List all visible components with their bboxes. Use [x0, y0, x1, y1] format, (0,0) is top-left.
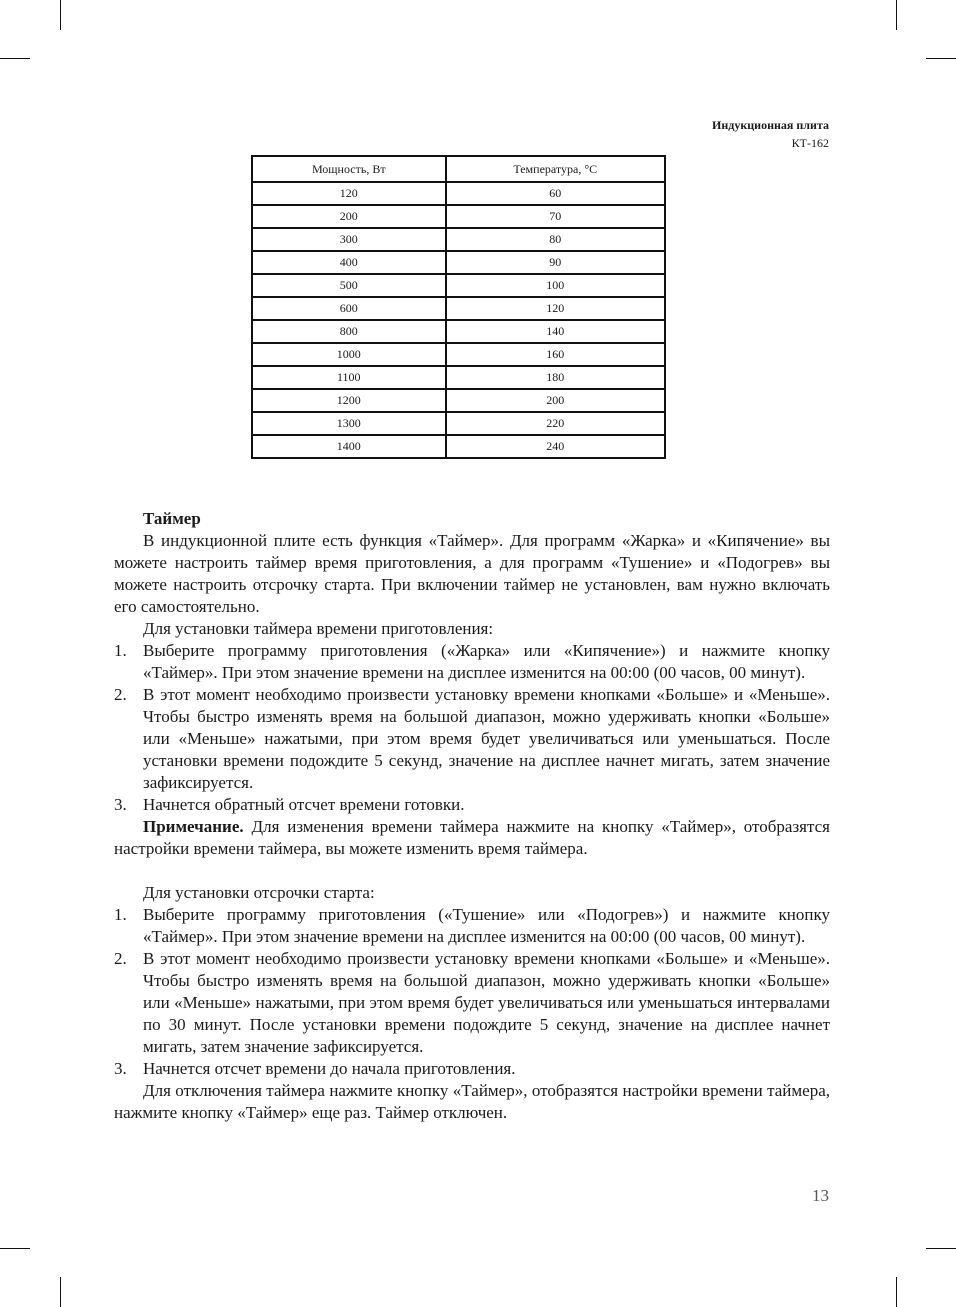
- temperature-cell: 220: [446, 412, 666, 435]
- list-item: [114, 1058, 830, 1080]
- crop-mark: [0, 58, 30, 59]
- timer-section: [114, 508, 830, 1124]
- list-item: [114, 684, 830, 794]
- step-number: 2.: [114, 949, 127, 968]
- delay-start-steps: [114, 904, 830, 1080]
- list-item: [114, 948, 830, 1058]
- note-text: Для изменения времени таймера нажмите на кнопку «Таймер», отобразятся настройки времени таймера, вы можете изменить время таймера.: [114, 817, 830, 858]
- crop-mark: [926, 58, 956, 59]
- table-body: [252, 182, 665, 458]
- power-cell: 1300: [252, 412, 446, 435]
- power-cell: 200: [252, 205, 446, 228]
- table-row: [252, 343, 665, 366]
- page-number: 13: [812, 1186, 829, 1205]
- temperature-cell: 60: [446, 182, 666, 205]
- temperature-cell: 90: [446, 251, 666, 274]
- disable-timer-paragraph: Для отключения таймера нажмите кнопку «Таймер», отобразятся настройки времени таймера, нажмите кнопку «Таймер» еще раз. Таймер отключен.: [114, 1081, 830, 1122]
- table-row: [252, 251, 665, 274]
- step-text: Начнется обратный отсчет времени готовки.: [143, 795, 465, 814]
- power-cell: 1200: [252, 389, 446, 412]
- step-number: 1.: [114, 905, 127, 924]
- power-cell: 1000: [252, 343, 446, 366]
- step-text: Начнется отсчет времени до начала приготовления.: [143, 1059, 516, 1078]
- power-cell: 120: [252, 182, 446, 205]
- temperature-cell: 120: [446, 297, 666, 320]
- table-row: [252, 320, 665, 343]
- list-item: [114, 640, 830, 684]
- temperature-cell: 140: [446, 320, 666, 343]
- step-text: В этот момент необходимо произвести установку времени кнопками «Больше» и «Меньше». Чтобы быстро изменять время на большой диапазон, можно удерживать кнопки «Больше» или «Меньше» нажатыми, при этом время будет увеличиваться или уменьшаться интервалами по 30 минут. После установки времени подождите 5 секунд, значение на дисплее начнет мигать, затем значение зафиксируется.: [143, 949, 830, 1056]
- temperature-cell: 160: [446, 343, 666, 366]
- cook-timer-heading: Для установки таймера времени приготовления:: [143, 619, 494, 638]
- table-header-row: [252, 156, 665, 182]
- table-row: [252, 435, 665, 458]
- power-cell: 800: [252, 320, 446, 343]
- note-label: Примечание.: [143, 817, 244, 836]
- temperature-cell: 180: [446, 366, 666, 389]
- product-title: Индукционная плита: [712, 118, 829, 132]
- temperature-cell: 70: [446, 205, 666, 228]
- table-row: [252, 205, 665, 228]
- list-item: [114, 904, 830, 948]
- table-row: [252, 182, 665, 205]
- delay-start-heading: Для установки отсрочки старта:: [143, 883, 375, 902]
- step-number: 1.: [114, 641, 127, 660]
- page-header: [712, 116, 829, 152]
- table-row: [252, 297, 665, 320]
- crop-mark: [0, 1248, 30, 1249]
- crop-mark: [926, 1248, 956, 1249]
- power-cell: 500: [252, 274, 446, 297]
- table-row: [252, 366, 665, 389]
- power-cell: 1100: [252, 366, 446, 389]
- crop-mark: [60, 0, 61, 30]
- intro-paragraph: В индукционной плите есть функция «Таймер». Для программ «Жарка» и «Кипячение» вы можете настроить таймер время приготовления, а для программ «Тушение» и «Подогрев» вы можете настроить отсрочку старта. При включении таймер не установлен, вам нужно включать его самостоятельно.: [114, 531, 830, 616]
- temperature-cell: 100: [446, 274, 666, 297]
- list-item: [114, 794, 830, 816]
- temperature-cell: 80: [446, 228, 666, 251]
- crop-mark: [60, 1277, 61, 1307]
- power-cell: 600: [252, 297, 446, 320]
- crop-mark: [896, 0, 897, 30]
- crop-mark: [896, 1277, 897, 1307]
- power-cell: 1400: [252, 435, 446, 458]
- table-row: [252, 228, 665, 251]
- step-number: 3.: [114, 1059, 127, 1078]
- step-text: В этот момент необходимо произвести установку времени кнопками «Больше» и «Меньше». Чтобы быстро изменять время на большой диапазон, можно удерживать кнопки «Больше» или «Меньше» нажатыми, при этом время будет увеличиваться или уменьшаться. После установки времени подождите 5 секунд, значение на дисплее начнет мигать, затем значение зафиксируется.: [143, 685, 830, 792]
- power-temperature-table: [251, 155, 666, 459]
- table-row: [252, 274, 665, 297]
- column-header-power: Мощность, Вт: [252, 156, 446, 182]
- temperature-cell: 200: [446, 389, 666, 412]
- step-number: 2.: [114, 685, 127, 704]
- table-row: [252, 412, 665, 435]
- step-text: Выберите программу приготовления («Тушение» или «Подогрев») и нажмите кнопку «Таймер». При этом значение времени на дисплее изменится на 00:00 (00 часов, 00 минут).: [143, 905, 830, 946]
- table-row: [252, 389, 665, 412]
- step-number: 3.: [114, 795, 127, 814]
- power-cell: 300: [252, 228, 446, 251]
- note-paragraph: [114, 816, 830, 860]
- cook-timer-steps: [114, 640, 830, 816]
- section-heading: Таймер: [143, 509, 201, 528]
- temperature-cell: 240: [446, 435, 666, 458]
- step-text: Выберите программу приготовления («Жарка» или «Кипячение») и нажмите кнопку «Таймер». При этом значение времени на дисплее изменится на 00:00 (00 часов, 00 минут).: [143, 641, 830, 682]
- product-model: КТ-162: [791, 136, 829, 150]
- column-header-temperature: Температура, °С: [446, 156, 666, 182]
- power-cell: 400: [252, 251, 446, 274]
